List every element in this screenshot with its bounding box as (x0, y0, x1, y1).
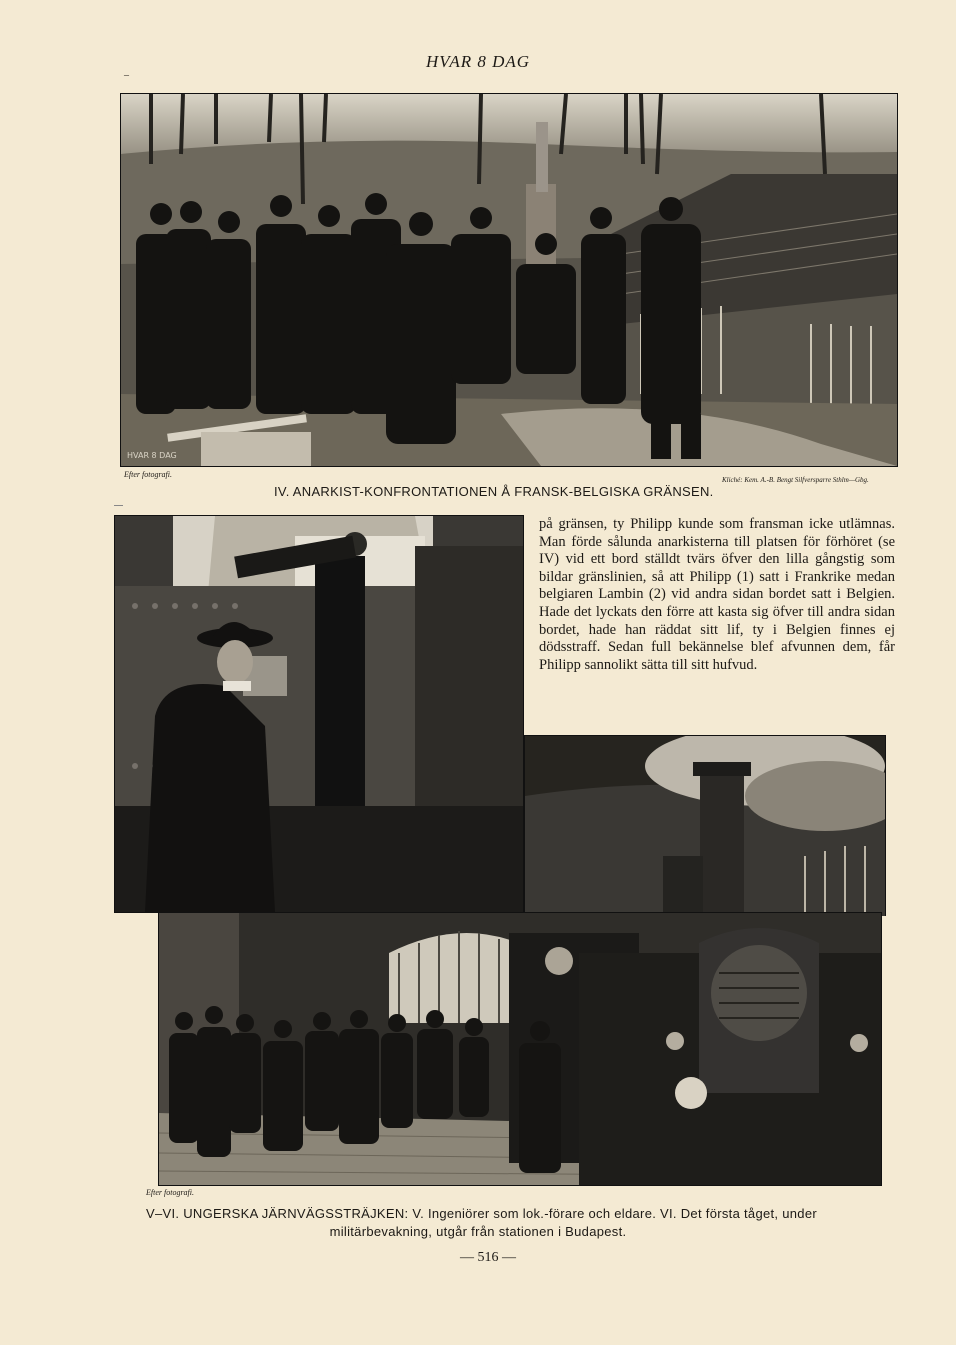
running-header: HVAR 8 DAG (425, 52, 531, 71)
margin-dash: – (124, 70, 129, 81)
photo-credit-iv: Efter fotografi. (124, 470, 172, 479)
cliche-credit-iv: Kliché: Kem. A.-B. Bengt Silfversparre Sthlm—Gbg. (722, 476, 869, 484)
margin-rule (114, 505, 123, 506)
photo-credit-v-vi: Efter fotografi. (146, 1188, 194, 1197)
caption-iv: IV. ANARKIST-KONFRONTATIONEN Å FRANSK-BELGISKA GRÄNSEN. (274, 484, 714, 499)
photo-watermark: HVAR 8 DAG (127, 451, 177, 460)
article-text: på gränsen, ty Philipp kunde som fransman icke utlämnas. Man förde sålunda anarkisterna till platsen för förhöret (se IV) vid ett bord ställdt tvärs öfver den lilla gångstig som bildar gränslinien, så att Philipp (1) satt i Frankrike medan belgiaren Lambin (2) vid andra sidan bordet satt i Belgien. Hade det lyckats den förre att kasta sig öfver till andra sidan bordet, hade han räddat sitt lif, ty i Belgien finnes ej dödsstraff. Sedan full bekännelse blef afvunnen dem, får Philipp sannolikt sätta till sitt hufvud. (539, 516, 895, 673)
caption-v-vi-line1: V–VI. UNGERSKA JÄRNVÄGSSTRÄJKEN: V. Ingeniörer som lok.-förare och eldare. VI. Det första tåget, under (146, 1206, 818, 1221)
photo-first-train-upper (524, 735, 886, 916)
photo-anarchist-confrontation (120, 93, 898, 467)
page-number: — 516 — (460, 1250, 516, 1265)
photo-engineers-on-locomotive (114, 515, 524, 913)
caption-v-vi-line2: militärbevakning, utgår från stationen i Budapest. (329, 1224, 627, 1239)
photo-first-train-budapest (158, 912, 882, 1186)
